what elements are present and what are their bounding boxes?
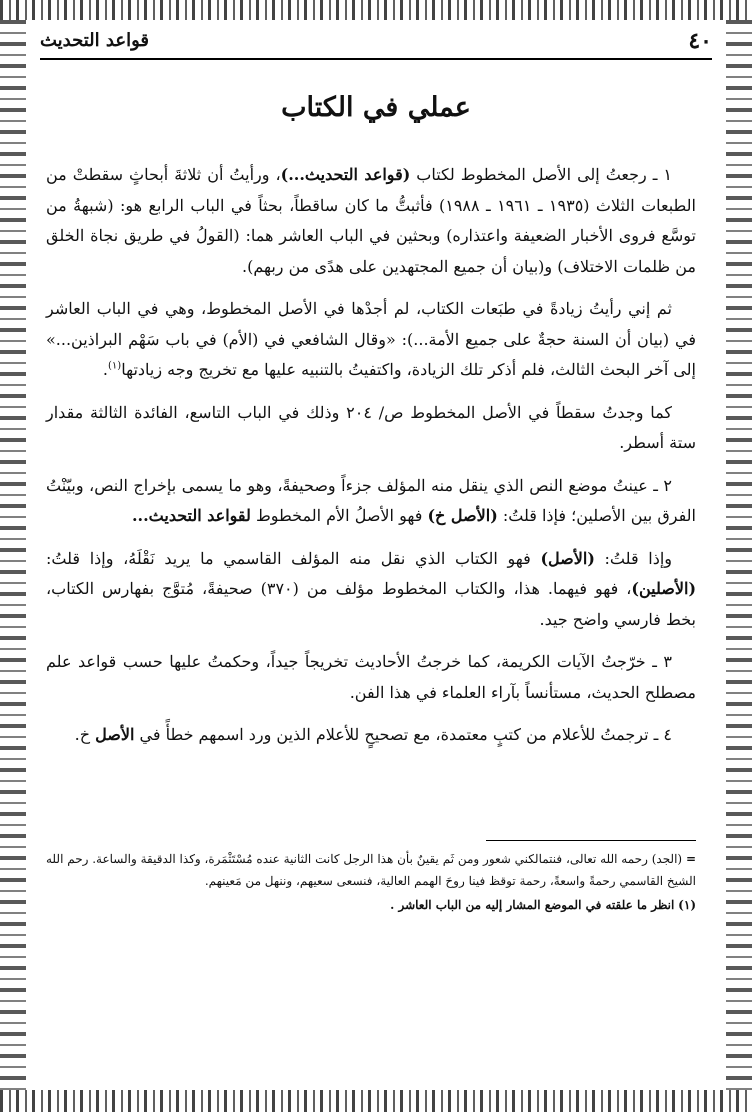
paragraph-text: خ. (74, 725, 96, 744)
paragraph-text: كما وجدتُ سقطاً في الأصل المخطوط ص/ ٢٠٤ وذلك في الباب التاسع، الفائدة الثالثة مقدار ستة أسطر. (46, 402, 696, 452)
footnote-reference: (١) (108, 360, 122, 372)
main-text (46, 160, 696, 763)
book-title-bold: لقواعد التحديث... (131, 506, 251, 525)
footnote-mark: (١) (678, 898, 696, 912)
left-ornamental-border (0, 20, 26, 1090)
paragraph-text: ١ ـ رجعتُ إلى الأصل المخطوط لكتاب (410, 165, 673, 184)
paragraph-text: . (102, 360, 109, 379)
term-bold: الأصل (95, 725, 135, 744)
top-ornamental-border (0, 0, 752, 20)
footnote-1 (46, 894, 696, 916)
book-title-bold: (قواعد التحديث...) (280, 165, 411, 184)
bottom-ornamental-border (0, 1090, 752, 1112)
footnote-text: (الجد) رحمه الله تعالى، فنتمالكني شعور ومن ثَم يقينٌ بأن هذا الرجل كانت الثانية عنده مُسْتَثْمَرة، وكذا الدقيقة والساعة. رحم الله الشيخ القاسمي رحمةً واسعةً، رحمة توقظ فينا روحَ الهمم العالية، فنسعى سعيهم، وننهل من مَعينهم. (46, 852, 696, 888)
footnote-mark: = (685, 852, 696, 866)
header-rule (40, 58, 712, 60)
paragraph-text: ، ورأيتُ أن ثلاثةَ أبحاثٍ سقطتْ من الطبعات الثلاث (١٩٣٥ ـ ١٩٦١ ـ ١٩٨٨) فأثبتُّ ما كان ساقطاً، بحثاً في الباب الرابع هو: (شبهةُ من توسَّع فروى الأخبار الضعيفة واعتذاره) وبحثين في الباب العاشر هما: (القولُ في طريق نجاة الخلق من ظلمات الاختلاف) و(بيان أن جميع المجتهدين على هدًى من ربهم). (46, 165, 697, 276)
footnote-separator (486, 840, 696, 841)
footnotes (46, 848, 696, 918)
paragraph-2 (46, 294, 696, 386)
paragraph-5 (46, 544, 696, 636)
paragraph-7 (46, 720, 696, 751)
page-header (40, 26, 712, 58)
right-ornamental-border (726, 20, 752, 1090)
footnote-continued (46, 848, 696, 892)
chapter-title: عملي في الكتاب (281, 92, 471, 123)
paragraph-text: ٤ ـ ترجمتُ للأعلام من كتبٍ معتمدة، مع تصحيحٍ للأعلام الذين ورد اسمهم خطأً في (134, 725, 672, 744)
paragraph-text: ، فهو فيهما. هذا، والكتاب المخطوط مؤلف من (٣٧٠) صحيفةً، مُتوَّج بفهارس الكتاب، بخط فارسي واضح جيد. (46, 579, 696, 629)
running-title: قواعد التحديث (40, 30, 150, 51)
footnote-text: انظر ما علقته في الموضع المشار إليه من الباب العاشر . (390, 898, 675, 912)
paragraph-6 (46, 647, 696, 708)
paragraph-text: ٢ ـ عينتُ موضع النص الذي ينقل منه المؤلف جزءاً وصحيفةً، وهو ما يسمى بإخراج النص، وبيّنْتُ الفرق بين الأصلين؛ فإذا قلتُ: (46, 475, 696, 525)
paragraph-text: فهو الأصلُ الأم المخطوط (250, 506, 428, 525)
paragraph-text: ثم إني رأيتُ زيادةً في طبَعات الكتاب، لم أجدْها في الأصل المخطوط، وهي في الباب العاشر في (بيان أن السنة حجةٌ على جميع الأمة...): «وقال الشافعي في (الأم) في باب سَهْم البراذين...» إلى آخر البحث الثالث، فلم أذكر تلك الزيادة، واكتفيتُ بالتنبيه عليها مع تخريج وجه زيادتها (46, 299, 696, 379)
paragraph-text: ٣ ـ خرّجتُ الآيات الكريمة، كما خرجتُ الأحاديث تخريجاً جيداً، وحكمتُ عليها حسب قواعد علم مصطلح الحديث، مستأنساً بآراء العلماء في هذا الفن. (46, 652, 696, 702)
term-bold: (الأصلين) (631, 579, 697, 598)
page-number: ٤٠ (688, 28, 712, 54)
term-bold: (الأصل) (540, 548, 595, 568)
paragraph-4 (46, 471, 696, 532)
paragraph-text: وإذا قلتُ: (594, 548, 672, 568)
paragraph-3 (46, 398, 696, 459)
paragraph-text: فهو الكتاب الذي نقل منه المؤلف القاسمي ما يريد نَقْلَهُ، وإذا قلتُ: (46, 548, 541, 568)
term-bold: (الأصل خ) (427, 506, 498, 525)
paragraph-1 (46, 160, 696, 282)
